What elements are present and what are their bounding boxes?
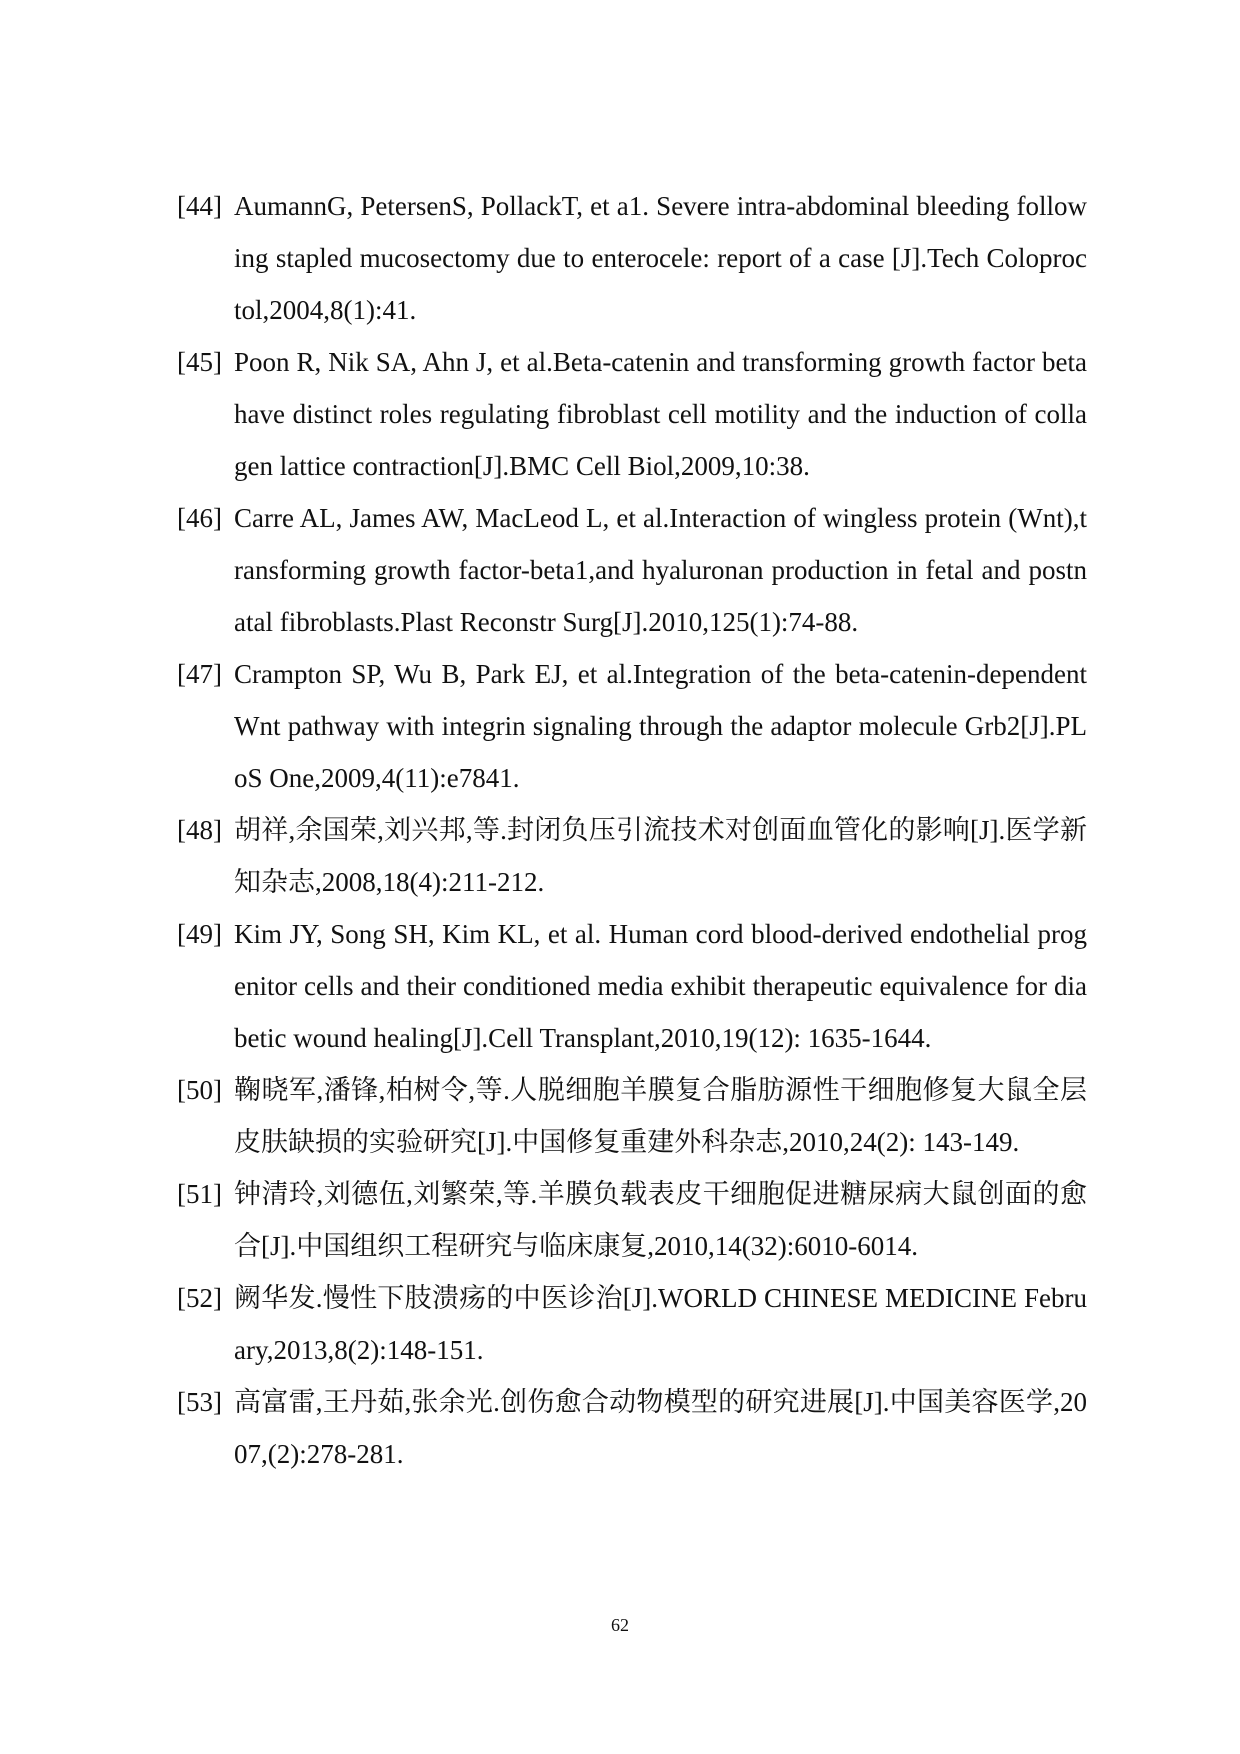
reference-item [177,1272,1087,1376]
reference-item [177,336,1087,492]
reference-text: 钟清玲,刘德伍,刘繁荣,等.羊膜负载表皮干细胞促进糖尿病大鼠创面的愈合[J].中国组织工程研究与临床康复,2010,14(32):6010-6014. [234,1179,1087,1261]
reference-number: [50] [177,1075,222,1105]
reference-item [177,180,1087,336]
reference-number: [52] [177,1283,222,1313]
reference-number: [45] [177,347,222,377]
reference-item [177,804,1087,908]
page-number: 62 [611,1615,629,1635]
reference-number: [53] [177,1387,222,1417]
reference-item [177,1168,1087,1272]
reference-text: 阙华发.慢性下肢溃疡的中医诊治[J].WORLD CHINESE MEDICINE February,2013,8(2):148-151. [234,1283,1087,1365]
reference-number: [48] [177,815,222,845]
reference-text: 鞠晓军,潘锋,柏树令,等.人脱细胞羊膜复合脂肪源性干细胞修复大鼠全层皮肤缺损的实验研究[J].中国修复重建外科杂志,2010,24(2): 143-149. [234,1075,1087,1157]
reference-text: Crampton SP, Wu B, Park EJ, et al.Integration of the beta-catenin-dependent Wnt pathway with integrin signaling through the adaptor molecule Grb2[J].PLoS One,2009,4(11):e7841. [234,659,1087,793]
reference-list [177,180,1087,1480]
reference-item [177,1376,1087,1480]
reference-text: AumannG, PetersenS, PollackT, et a1. Severe intra-abdominal bleeding following stapled mucosectomy due to enterocele: report of a case [J].Tech Coloproctol,2004,8(1):41. [234,191,1087,325]
reference-item [177,1064,1087,1168]
reference-text: 胡祥,余国荣,刘兴邦,等.封闭负压引流技术对创面血管化的影响[J].医学新知杂志,2008,18(4):211-212. [234,815,1087,897]
reference-item [177,648,1087,804]
reference-number: [44] [177,191,222,221]
reference-text: Kim JY, Song SH, Kim KL, et al. Human cord blood-derived endothelial progenitor cells and their conditioned media exhibit therapeutic equivalence for diabetic wound healing[J].Cell Transplant,2010,19(12): 1635-1644. [234,919,1087,1053]
reference-text: Carre AL, James AW, MacLeod L, et al.Interaction of wingless protein (Wnt),transforming growth factor-beta1,and hyaluronan production in fetal and postnatal fibroblasts.Plast Reconstr Surg[J].2010,125(1):74-88. [234,503,1087,637]
reference-text: 高富雷,王丹茹,张余光.创伤愈合动物模型的研究进展[J].中国美容医学,2007,(2):278-281. [234,1387,1087,1469]
reference-item [177,492,1087,648]
reference-number: [47] [177,659,222,689]
reference-number: [49] [177,919,222,949]
reference-number: [51] [177,1179,222,1209]
reference-item [177,908,1087,1064]
reference-number: [46] [177,503,222,533]
reference-text: Poon R, Nik SA, Ahn J, et al.Beta-catenin and transforming growth factor beta have distinct roles regulating fibroblast cell motility and the induction of collagen lattice contraction[J].BMC Cell Biol,2009,10:38. [234,347,1087,481]
